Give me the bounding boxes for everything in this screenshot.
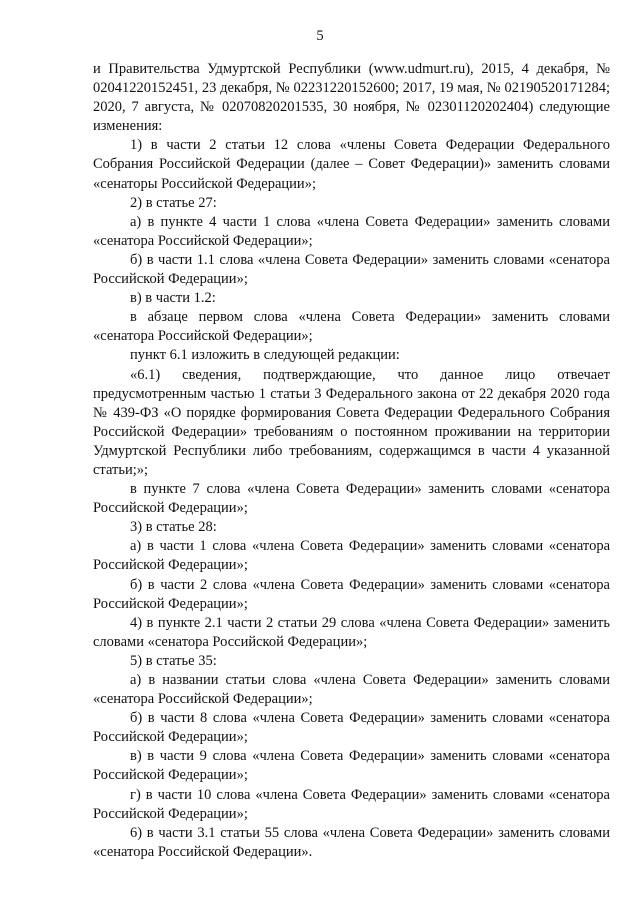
paragraph: а) в пункте 4 части 1 слова «члена Совета Федерации» заменить словами «сенатора Российской Федерации»; (93, 213, 610, 249)
paragraph: г) в части 10 слова «члена Совета Федерации» заменить словами «сенатора Российской Федерации»; (93, 786, 610, 822)
paragraph: в) в части 9 слова «члена Совета Федерации» заменить словами «сенатора Российской Федерации»; (93, 748, 610, 784)
paragraph: в) в части 1.2: (130, 290, 216, 307)
paragraph: а) в части 1 слова «члена Совета Федерации» заменить словами «сенатора Российской Федерации»; (93, 538, 610, 574)
paragraph: и Правительства Удмуртской Республики (www.udmurt.ru), 2015, 4 декабря, № 02041220152451, 23 декабря, № 02231220152600; 2017, 19 мая, № 02190520171284; 2020, 7 августа, № 02070820201535, 30 ноября, № 02301120202404) следующие изменения: (93, 61, 610, 135)
paragraph: 3) в статье 28: (130, 519, 217, 536)
page-number: 5 (316, 28, 324, 44)
paragraph: 6) в части 3.1 статьи 55 слова «члена Совета Федерации» заменить словами «сенатора Российской Федерации». (93, 824, 610, 860)
paragraph: «6.1) сведения, подтверждающие, что данное лицо отвечает предусмотренным частью 1 статьи 3 Федерального закона от 22 декабря 2020 года № 439-ФЗ «О порядке формирования Совета Федерации Федерального Собрания Российской Федерации» требованиям о постоянном проживании на территории Удмуртской Республики либо требованиям, содержащимся в части 4 указанной статьи;»; (93, 366, 610, 478)
paragraph: пункт 6.1 изложить в следующей редакции: (130, 347, 400, 364)
paragraph: а) в названии статьи слова «члена Совета Федерации» заменить словами «сенатора Российской Федерации»; (93, 672, 610, 708)
paragraph: 5) в статье 35: (130, 652, 217, 669)
paragraph: б) в части 8 слова «члена Совета Федерации» заменить словами «сенатора Российской Федерации»; (93, 710, 610, 746)
paragraph: в абзаце первом слова «члена Совета Федерации» заменить словами «сенатора Российской Федерации»; (93, 309, 610, 345)
paragraph: 1) в части 2 статьи 12 слова «члены Совета Федерации Федерального Собрания Российской Федерации (далее – Совет Федерации)» заменить словами «сенаторы Российской Федерации»; (93, 137, 610, 192)
document-body (93, 60, 610, 862)
paragraph: б) в части 1.1 слова «члена Совета Федерации» заменить словами «сенатора Российской Федерации»; (93, 251, 610, 288)
paragraph: в пункте 7 слова «члена Совета Федерации» заменить словами «сенатора Российской Федерации»; (93, 481, 610, 517)
paragraph: б) в части 2 слова «члена Совета Федерации» заменить словами «сенатора Российской Федерации»; (93, 576, 610, 612)
paragraph: 4) в пункте 2.1 части 2 статьи 29 слова «члена Совета Федерации» заменить словами «сенатора Российской Федерации»; (93, 614, 610, 650)
paragraph: 2) в статье 27: (130, 194, 217, 211)
